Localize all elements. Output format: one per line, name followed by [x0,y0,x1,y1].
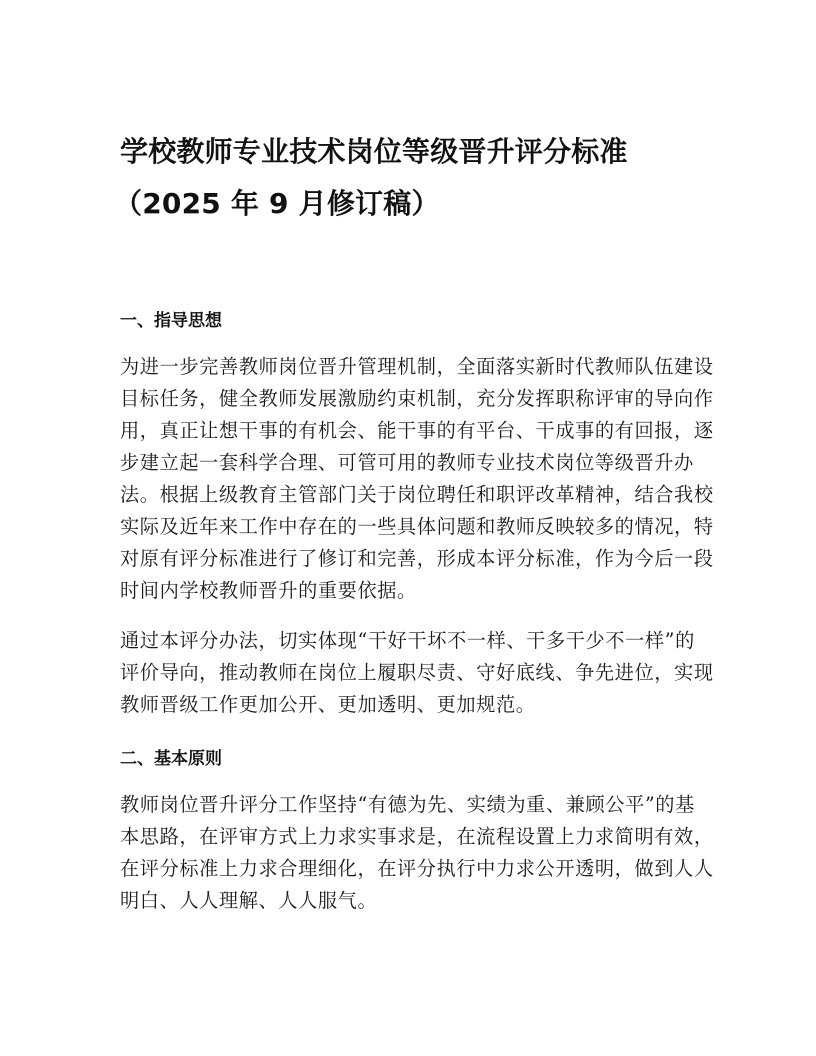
text-line: 教师岗位晋升评分工作坚持“有德为先、实绩为重、兼顾公平”的基 [120,793,695,816]
document-body [114,126,714,917]
text-line: 时间内学校教师晋升的重要依据。 [120,579,417,602]
section-heading: 一、指导思想 [120,311,222,331]
text-line: 对原有评分标准进行了修订和完善，形成本评分标准，作为今后一段 [120,547,714,570]
text-line: 为进一步完善教师岗位晋升管理机制，全面落实新时代教师队伍建设 [120,355,714,378]
paragraph [120,625,714,721]
subtitle-line: （2025 年 9 月修订稿） [114,187,440,220]
text-line: 在评分标准上力求合理细化，在评分执行中力求公开透明，做到人人 [120,857,714,880]
section-guiding-ideology [120,309,714,721]
text-line: 实际及近年来工作中存在的一些具体问题和教师反映较多的情况，特 [120,515,714,538]
paragraph [120,789,714,917]
text-line: 评价导向，推动教师在岗位上履职尽责、守好底线、争先进位，实现 [120,661,714,684]
text-line: 步建立起一套科学合理、可管可用的教师专业技术岗位等级晋升办 [120,451,694,474]
text-line: 用，真正让想干事的有机会、能干事的有平台、干成事的有回报，逐 [120,419,714,442]
text-line: 本思路，在评审方式上力求实事求是，在流程设置上力求简明有效， [120,825,714,848]
section-heading: 二、基本原则 [120,749,222,769]
section-basic-principles [120,747,714,917]
text-line: 法。根据上级教育主管部门关于岗位聘任和职评改革精神，结合我校 [120,483,714,506]
text-line: 通过本评分办法，切实体现“干好干坏不一样、干多干少不一样”的 [120,629,695,652]
text-line: 目标任务，健全教师发展激励约束机制，充分发挥职称评审的导向作 [120,387,714,410]
title-line: 学校教师专业技术岗位等级晋升评分标准 [120,135,628,168]
document-title [114,126,686,230]
text-line: 教师晋级工作更加公开、更加透明、更加规范。 [120,693,536,716]
text-line: 明白、人人理解、人人服气。 [120,889,378,912]
paragraph [120,351,714,607]
